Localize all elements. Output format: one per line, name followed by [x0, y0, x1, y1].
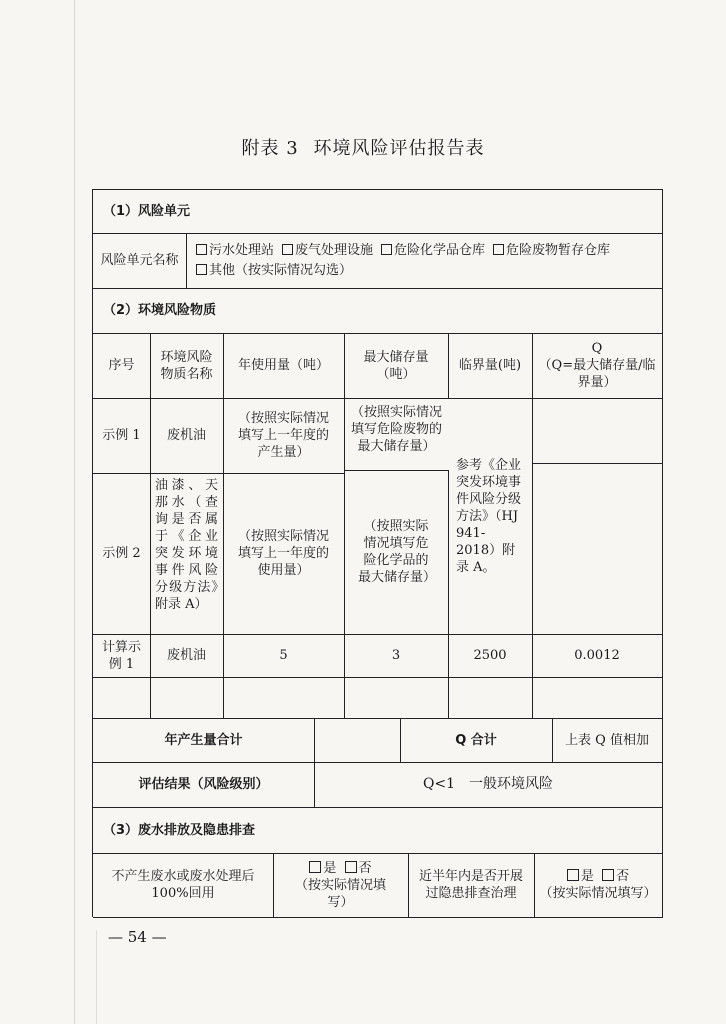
option-waste-storage[interactable]: 危险废物暂存仓库 [493, 241, 610, 261]
section2-header: （2）环境风险物质 [93, 288, 663, 334]
col-substance: 环境风险物质名称 [150, 333, 224, 399]
q1-choices: 是 否 [309, 860, 371, 877]
empty-cell [448, 677, 533, 719]
empty-cell [93, 677, 151, 719]
checkbox-icon[interactable] [602, 869, 614, 881]
threshold-note: 参考《企业突发环境事件风险分级方法》（HJ 941-2018）附录 A。 [448, 398, 533, 635]
annual-total-value [314, 718, 401, 763]
title-number: 附表 3 [241, 138, 299, 159]
page-title [0, 134, 726, 160]
example1-q [532, 398, 663, 464]
empty-cell [532, 677, 663, 719]
example1-usage: （按照实际情况填写上一年度的产生量） [223, 398, 345, 474]
calc-q: 0.0012 [532, 634, 663, 678]
option-other[interactable]: 其他（按实际情况勾选） [196, 261, 352, 281]
option-chem-warehouse[interactable]: 危险化学品仓库 [381, 241, 485, 261]
example2-name: 油漆、天那水（查询是否属于《企业突发环境事件风险分级方法》附录 A） [150, 473, 224, 635]
col-q-symbol: Q [591, 341, 603, 356]
section1-header: （1）风险单元 [93, 190, 663, 234]
checkbox-icon[interactable] [196, 264, 207, 275]
col-threshold: 临界量(吨) [448, 333, 533, 399]
q2-choices: 是 否 [567, 868, 629, 885]
checkbox-icon[interactable] [196, 244, 207, 255]
scan-edge-line [96, 930, 97, 1024]
example1-no: 示例 1 [93, 398, 151, 474]
q2-label: 近半年内是否开展过隐患排查治理 [408, 853, 535, 918]
example1-name: 废机油 [150, 398, 224, 474]
result-label: 评估结果（风险级别） [93, 762, 315, 808]
option-exhaust[interactable]: 废气处理设施 [282, 241, 373, 261]
checkbox-icon[interactable] [345, 861, 357, 873]
section3-header: （3）废水排放及隐患排查 [93, 807, 663, 854]
checkbox-icon[interactable] [567, 869, 579, 881]
example2-usage: （按照实际情况填写上一年度的使用量） [223, 473, 345, 635]
q2-answer [534, 853, 663, 918]
checkbox-icon[interactable] [309, 861, 321, 873]
q1-answer [273, 853, 409, 918]
option-sewage[interactable]: 污水处理站 [196, 241, 274, 261]
col-annual-usage: 年使用量（吨） [223, 333, 345, 399]
calc-storage: 3 [344, 634, 449, 678]
calc-threshold: 2500 [448, 634, 533, 678]
assessment-table [92, 189, 663, 917]
q1-label: 不产生废水或废水处理后100%回用 [93, 853, 274, 918]
q1-fill-note: （按实际情况填写） [294, 877, 386, 910]
example2-q [532, 463, 663, 635]
calc-usage: 5 [223, 634, 345, 678]
empty-cell [150, 677, 224, 719]
empty-cell [344, 677, 449, 719]
q-total-value: 上表 Q 值相加 [552, 718, 663, 763]
example1-storage: （按照实际情况填写危险废物的最大储存量） [344, 389, 449, 471]
title-text: 环境风险评估报告表 [313, 138, 485, 159]
example2-storage: （按照实际情况填写危险化学品的最大储存量） [344, 470, 449, 635]
result-value: Q<1 一般环境风险 [314, 762, 663, 808]
checkbox-icon[interactable] [493, 244, 504, 255]
col-q [532, 333, 663, 399]
example2-no: 示例 2 [93, 473, 151, 635]
col-q-formula: （Q=最大储存量/临界量） [538, 358, 656, 390]
col-max-storage: 最大储存量（吨） [344, 333, 449, 399]
calc-no: 计算示例 1 [93, 634, 151, 678]
page-number: — 54 — [108, 928, 167, 946]
checkbox-icon[interactable] [282, 244, 293, 255]
calc-name: 废机油 [150, 634, 224, 678]
q-total-label: Q 合计 [400, 718, 553, 763]
risk-unit-options [186, 233, 663, 289]
checkbox-icon[interactable] [381, 244, 392, 255]
annual-total-label: 年产生量合计 [93, 718, 315, 763]
risk-unit-label: 风险单元名称 [93, 233, 187, 289]
col-serial: 序号 [93, 333, 151, 399]
empty-cell [223, 677, 345, 719]
q2-fill-note: （按实际情况填写） [539, 886, 657, 901]
